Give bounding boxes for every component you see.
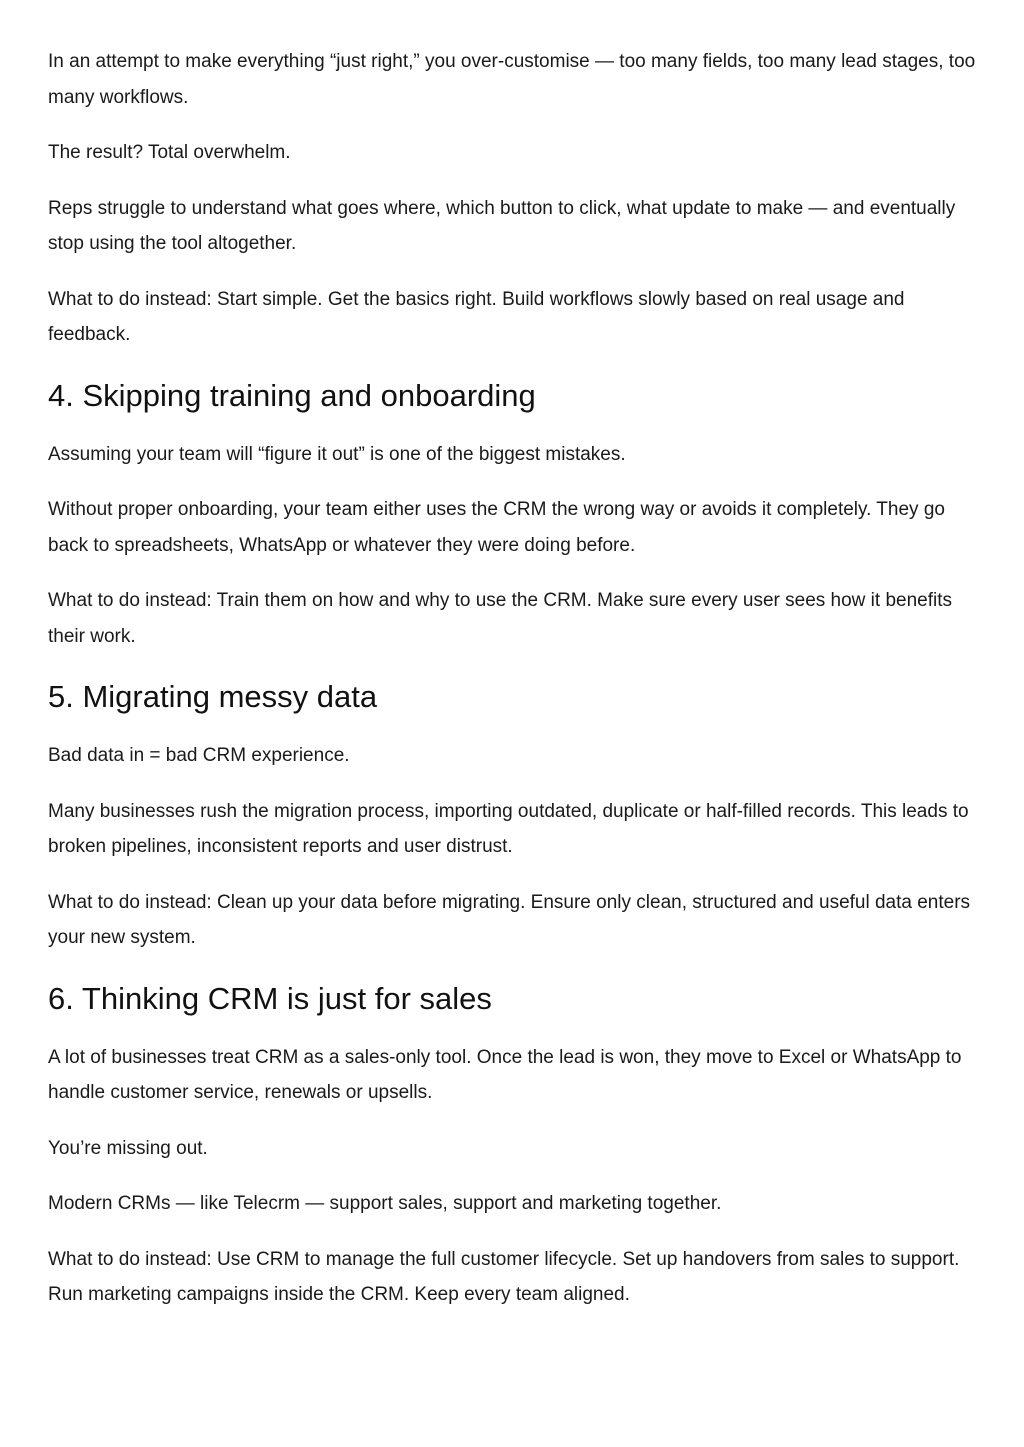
paragraph: You’re missing out. <box>48 1137 208 1159</box>
section-crm-just-sales <box>48 979 978 1313</box>
paragraph: Without proper onboarding, your team either uses the CRM the wrong way or avoids it completely. They go back to spreadsheets, WhatsApp or whatever they were doing before. <box>48 499 945 556</box>
paragraph: Reps struggle to understand what goes where, which button to click, what update to make — and eventually stop using the tool altogether. <box>48 197 956 254</box>
paragraph: In an attempt to make everything “just right,” you over-customise — too many fields, too many lead stages, too many workflows. <box>48 51 976 108</box>
paragraph: Bad data in = bad CRM experience. <box>48 745 350 766</box>
section-heading: 6. Thinking CRM is just for sales <box>48 980 492 1016</box>
paragraph: Many businesses rush the migration process, importing outdated, duplicate or half-filled records. This leads to broken pipelines, inconsistent reports and user distrust. <box>48 800 969 857</box>
paragraph: What to do instead: Start simple. Get the basics right. Build workflows slowly based on real usage and feedback. <box>48 288 905 345</box>
paragraph: What to do instead: Clean up your data before migrating. Ensure only clean, structured and useful data enters your new system. <box>48 891 971 948</box>
section-heading: 4. Skipping training and onboarding <box>48 377 536 413</box>
section-over-customisation <box>48 44 978 353</box>
section-heading: 5. Migrating messy data <box>48 679 378 714</box>
section-skipping-training <box>48 376 978 655</box>
paragraph: What to do instead: Train them on how and why to use the CRM. Make sure every user sees how it benefits their work. <box>48 590 953 647</box>
paragraph: The result? Total overwhelm. <box>48 142 291 163</box>
paragraph: A lot of businesses treat CRM as a sales-only tool. Once the lead is won, they move to Excel or WhatsApp to handle customer service, renewals or upsells. <box>48 1046 962 1103</box>
article-body <box>48 44 978 1333</box>
paragraph: Modern CRMs — like Telecrm — support sales, support and marketing together. <box>48 1193 722 1214</box>
paragraph: What to do instead: Use CRM to manage the full customer lifecycle. Set up handovers from sales to support. Run marketing campaigns inside the CRM. Keep every team aligned. <box>48 1248 960 1305</box>
paragraph: Assuming your team will “figure it out” is one of the biggest mistakes. <box>48 443 626 465</box>
section-migrating-data <box>48 677 978 956</box>
